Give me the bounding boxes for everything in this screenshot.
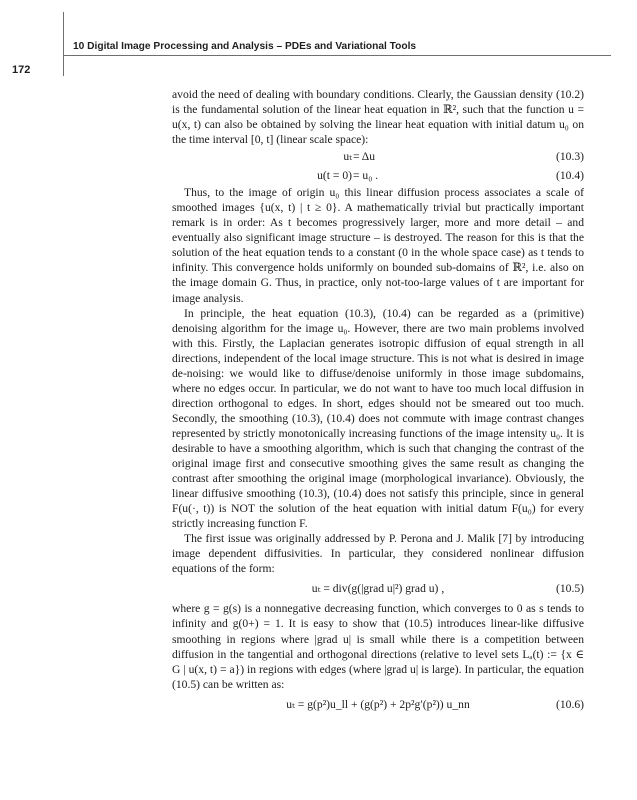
header-horizontal-rule: [63, 55, 611, 56]
equation-10-4: [172, 166, 584, 185]
equation-10-5-number: (10.5): [555, 582, 584, 596]
margin-vertical-rule: [63, 12, 64, 76]
paragraph-3: In principle, the heat equation (10.3), (10.4) can be regarded as a (primitive) denoising algorithm for the image u₀. However, there are two main problems involved with this. Firstly, the Laplacian generates isotropic diffusion of equal strength in all directions, independent of the local image structure. This is not what is desired in image de-noising: we would like to diffuse/denoise uniformly in those image subdomains, where no edges occur. In particular, we do not want to have too much local diffusion in direction orthogonal to edges. In short, edges should not be smeared out too much. Secondly, the smoothing (10.3), (10.4) does not commute with image contrast changes represented by strictly monotonically increasing functions of the image intensity u₀. It is desirable to have a smoothing algorithm, which is such that changing the contrast of the original image first and consecutive smoothing gives the same result as changing the contrast after smoothing the original image (morphological invariance). Obviously, the linear diffusive smoothing (10.3), (10.4) does not satisfy this principle, since in general F(u(·, t)) is NOT the solution of the heat equation with initial datum F(u₀) for every strictly increasing function F.: [172, 306, 584, 531]
equation-10-5-expression: uₜ = div(g(|grad u|²) grad u) ,: [311, 582, 445, 596]
paragraph-4: The first issue was originally addressed by P. Perona and J. Malik [7] by introducing image dependent diffusivities. In particular, they considered nonlinear diffusion equations of the form:: [172, 532, 584, 576]
equation-10-6: [172, 692, 584, 717]
page-number: 172: [12, 64, 31, 76]
equation-10-3-lhs: uₜ: [343, 150, 352, 164]
equation-10-6-expression: uₜ = g(p²)u_ll + (g(p²) + 2p²g′(p²)) u_nn: [286, 697, 470, 711]
equation-10-5: [172, 576, 584, 601]
paragraph-2: Thus, to the image of origin u₀ this linear diffusion process associates a scale of smoothed images {u(x, t) | t ≥ 0}. A mathematically trivial but practically important remark is in order: As t becomes progressively larger, more and more detail – and eventually also significant image structure – is destroyed. The reason for this is that the solution of the heat equation tends to a constant (0 in the whole space case) as t tends to infinity. This convergence holds uniformly on bounded sub-domains of ℝ², i.e. also on the image domain G. Thus, in practice, only not-too-large values of t are important for image analysis.: [172, 186, 584, 305]
equation-10-4-rhs: = u₀ .: [353, 169, 379, 183]
equation-10-3-rhs: = Δu: [353, 150, 376, 164]
equation-10-3-number: (10.3): [555, 150, 584, 164]
paragraph-5: where g = g(s) is a nonnegative decreasing function, which converges to 0 as s tends to infinity and g(0+) = 1. It is easy to show that (10.5) introduces linear-like diffusive smoothing in regions where |grad u| is small while there is a competition between diffusion in the tangential and orthogonal directions (relative to level sets Lₐ(t) := {x ∈ G | u(x, t) = a}) in regions with edges (where |grad u| is large). In particular, the equation (10.5) can be written as:: [172, 602, 584, 691]
running-head-chapter-title: 10 Digital Image Processing and Analysis – PDEs and Variational Tools: [73, 41, 417, 52]
equation-10-4-number: (10.4): [555, 169, 584, 183]
text-column: [172, 87, 584, 717]
equation-10-4-lhs: u(t = 0): [317, 169, 352, 183]
equation-10-3: [172, 147, 584, 166]
equation-10-6-number: (10.6): [555, 697, 584, 711]
paragraph-1: avoid the need of dealing with boundary conditions. Clearly, the Gaussian density (10.2) is the fundamental solution of the linear heat equation in ℝ², such that the function u = u(x, t) can also be obtained by solving the linear heat equation with initial datum u₀ on the time interval [0, t] (linear scale space):: [172, 88, 584, 147]
